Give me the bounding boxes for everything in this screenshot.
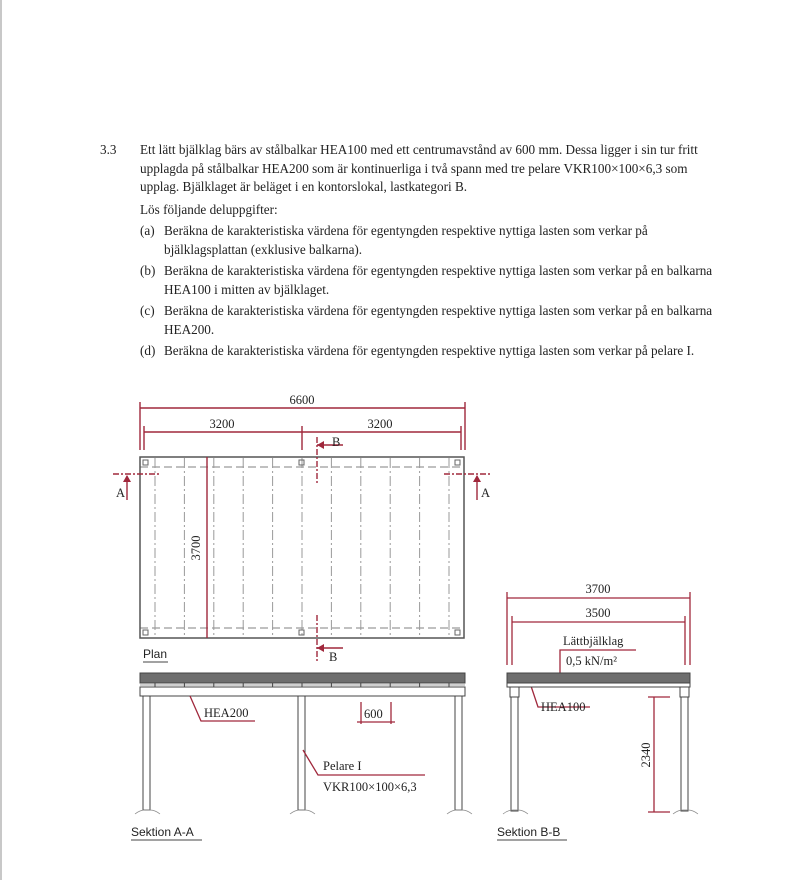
hea100-label: HEA100 [541, 700, 586, 714]
hea200-beam [140, 687, 465, 696]
dim-inner-width: 3500 [585, 606, 611, 620]
task-text: Beräkna de karakteristiska värdena för egentyngden respektive nyttiga lasten som verkar på pelare I. [164, 343, 695, 358]
hea200-label: HEA200 [204, 706, 249, 720]
task-label: (a) [140, 223, 155, 238]
column-left [511, 697, 518, 811]
hea100-beam [507, 683, 690, 687]
column-profile: VKR100×100×6,3 [323, 780, 417, 794]
column-label: Pelare I [323, 759, 362, 773]
bb-dimensions [507, 592, 690, 812]
section-bb [497, 582, 698, 840]
plan-caption: Plan [143, 647, 168, 661]
dim-height: 2340 [639, 742, 653, 768]
section-aa [131, 673, 472, 840]
column-left [143, 696, 150, 810]
problem-statement: Ett lätt bjälklag bärs av stålbalkar HEA100 med ett centrumavstånd av 600 mm. Dessa ligger i sin tur fritt upplagda på stålbalkar HEA200 som är kontinuerliga i två spann med tre pelare VKR100×100×6,3 som upplag. Bjälklaget är beläget i en kontorslokal, lastkategori B. [140, 142, 698, 194]
column-marker [143, 460, 148, 465]
dim-outer-width: 3700 [585, 582, 611, 596]
column-cap [680, 687, 689, 697]
hea100-ribs [140, 683, 465, 687]
task-intro: Lös följande deluppgifter: [140, 201, 278, 217]
task-label: (b) [140, 263, 156, 278]
task-text: Beräkna de karakteristiska värdena för egentyngden respektive nyttiga lasten som verkar på bjälklagsplattan (exklusive balkarna). [164, 223, 648, 257]
section-b-bottom: B [329, 650, 338, 664]
column-marker [455, 460, 460, 465]
slab [140, 673, 465, 683]
task-text: Beräkna de karakteristiska värdena för egentyngden respektive nyttiga lasten som verkar på en balkarna HEA200. [164, 303, 713, 337]
task-label: (d) [140, 343, 156, 358]
section-b-top: B [332, 435, 341, 449]
column-marker [455, 630, 460, 635]
column-middle [298, 696, 305, 810]
column-right [455, 696, 462, 810]
dim-spacing: 600 [364, 707, 383, 721]
slab-load: 0,5 kN/m² [566, 654, 617, 668]
problem-number: 3.3 [100, 142, 117, 157]
column-marker [143, 630, 148, 635]
dim-span-right: 3200 [367, 417, 393, 431]
supports [135, 810, 472, 814]
section-bb-caption: Sektion B-B [497, 825, 561, 839]
section-a-left: A [116, 486, 126, 500]
task-text: Beräkna de karakteristiska värdena för egentyngden respektive nyttiga lasten som verkar på en balkarna HEA100 i mitten av bjälklaget. [164, 263, 713, 297]
section-aa-caption: Sektion A-A [131, 825, 194, 839]
dim-total-width: 6600 [289, 393, 315, 407]
column-cap [510, 687, 519, 697]
slab-label: Lättbjälklag [563, 634, 624, 648]
dim-span-left: 3200 [209, 417, 235, 431]
column-right [681, 697, 688, 811]
section-a-right: A [481, 486, 491, 500]
slab [507, 673, 690, 683]
dim-depth: 3700 [189, 535, 203, 561]
plan-view [113, 393, 490, 664]
task-label: (c) [140, 303, 155, 318]
